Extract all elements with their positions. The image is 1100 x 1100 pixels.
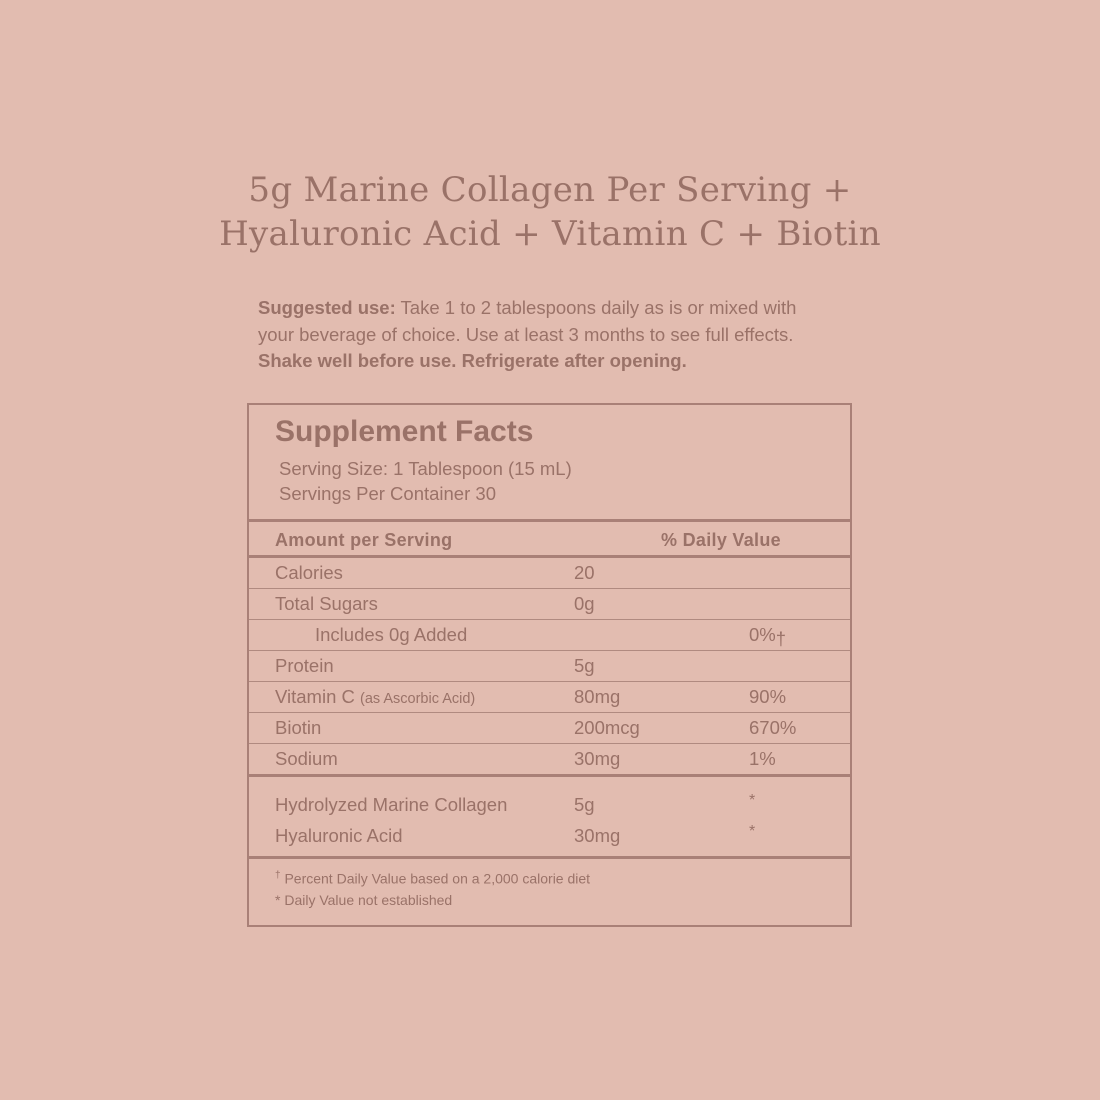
daily-value-header: % Daily Value [661, 530, 781, 550]
supplement-facts-panel [247, 403, 852, 927]
nutrient-row-calories [249, 558, 850, 589]
facts-title: Supplement Facts [275, 415, 534, 448]
nutrient-name-note: (as Ascorbic Acid) [360, 691, 476, 707]
ingredient-row-hyaluronic-acid [249, 825, 850, 855]
nutrient-daily-value: 670% [749, 717, 797, 738]
nutrient-name-text: Vitamin C [275, 686, 355, 707]
nutrient-amount: 30mg [574, 748, 621, 769]
daily-value-text: 0% [749, 624, 776, 645]
headline-line-1: 5g Marine Collagen Per Serving + [248, 170, 852, 210]
ingredient-name: Hyaluronic Acid [275, 825, 403, 846]
footnote-daily-value-text: Percent Daily Value based on a 2,000 calorie diet [284, 870, 591, 887]
ingredient-row-collagen [249, 794, 850, 824]
dagger-mark: † [775, 628, 787, 649]
nutrient-amount: 20 [574, 562, 595, 583]
nutrient-amount: 200mcg [574, 717, 640, 738]
column-header [249, 522, 850, 558]
nutrient-name: Biotin [275, 717, 322, 738]
suggested-use-text-2: your beverage of choice. Use at least 3 months to see full effects. [258, 323, 794, 345]
nutrient-amount: 0g [574, 593, 595, 614]
nutrient-name: Calories [275, 562, 343, 583]
headline-line-2: Hyaluronic Acid + Vitamin C + Biotin [219, 214, 881, 254]
footnote-dagger: † [275, 870, 281, 881]
footnote-divider [249, 856, 850, 859]
footnote-daily-value [275, 870, 590, 887]
nutrient-name: Includes 0g Added [315, 624, 468, 645]
facts-header [249, 405, 850, 522]
nutrient-name [275, 686, 475, 708]
suggested-use-warning: Shake well before use. Refrigerate after opening. [258, 350, 687, 371]
suggested-use-line-1 [258, 295, 878, 322]
ingredient-name: Hydrolyzed Marine Collagen [275, 794, 508, 815]
servings-per-container: Servings Per Container 30 [279, 483, 496, 504]
footnote-not-established: * Daily Value not established [275, 892, 453, 908]
nutrient-daily-value: 90% [749, 686, 787, 707]
ingredient-daily-value: * [749, 823, 756, 840]
suggested-use [258, 295, 878, 375]
ingredient-amount: 5g [574, 794, 595, 815]
serving-size: Serving Size: 1 Tablespoon (15 mL) [279, 458, 572, 479]
suggested-use-text-1: Take 1 to 2 tablespoons daily as is or mixed with [395, 297, 797, 318]
nutrient-name: Protein [275, 655, 334, 676]
nutrient-daily-value [749, 624, 787, 649]
nutrient-row-protein [249, 651, 850, 682]
amount-per-serving-header: Amount per Serving [275, 530, 453, 550]
nutrient-amount: 80mg [574, 686, 621, 707]
nutrient-row-sodium [249, 744, 850, 777]
nutrient-name: Sodium [275, 748, 338, 769]
nutrient-row-vitamin-c [249, 682, 850, 713]
nutrient-row-total-sugars [249, 589, 850, 620]
ingredient-amount: 30mg [574, 825, 621, 846]
nutrient-row-biotin [249, 713, 850, 744]
suggested-use-label: Suggested use: [258, 297, 396, 318]
product-headline [0, 168, 1100, 256]
nutrient-amount: 5g [574, 655, 595, 676]
nutrient-name: Total Sugars [275, 593, 378, 614]
nutrient-row-added-sugars [249, 620, 850, 651]
nutrient-daily-value: 1% [749, 748, 776, 769]
ingredient-daily-value: * [749, 792, 756, 809]
